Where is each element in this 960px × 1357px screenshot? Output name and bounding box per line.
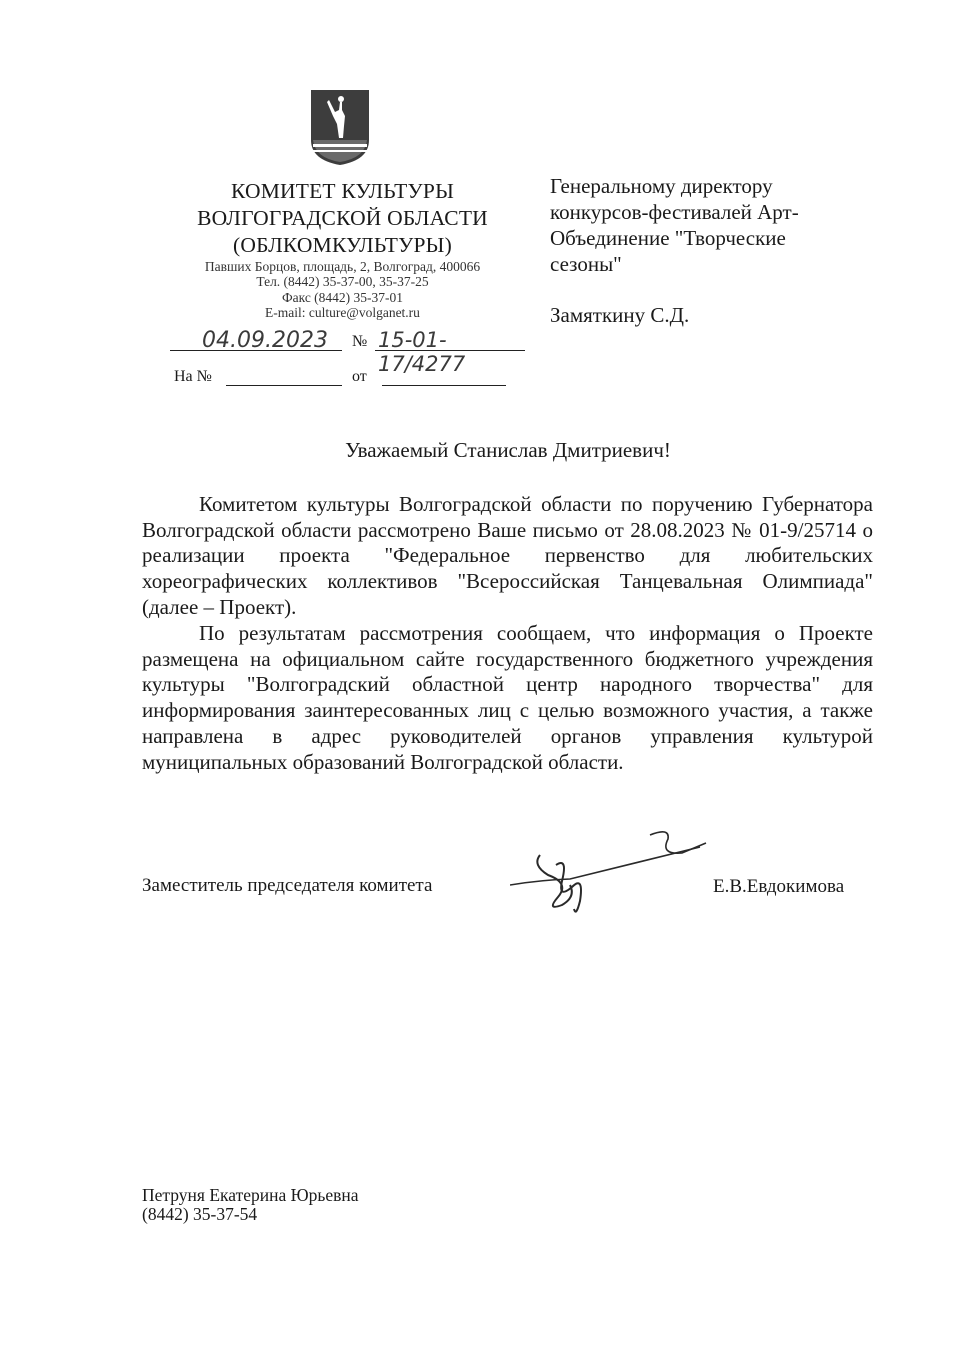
org-phone: Тел. (8442) 35-37-00, 35-37-25	[256, 274, 429, 289]
executor-name: Петруня Екатерина Юрьевна	[142, 1185, 359, 1205]
org-name-line2: ВОЛГОГРАДСКОЙ ОБЛАСТИ	[197, 206, 488, 230]
addressee-line3: Объединение "Творческие	[550, 226, 786, 250]
handwritten-signature	[510, 825, 720, 920]
signatory-title: Заместитель председателя комитета	[142, 875, 433, 896]
registration-date: 04.09.2023	[202, 328, 328, 353]
org-fax: Факс (8442) 35-37-01	[281, 290, 404, 305]
greeting: Уважаемый Станислав Дмитриевич!	[345, 438, 671, 462]
addressee-line2: конкурсов-фестивалей Арт-	[550, 200, 799, 224]
addressee-name: Замяткину С.Д.	[550, 303, 690, 327]
body-paragraph-2	[142, 621, 873, 775]
executor-phone: (8442) 35-37-54	[142, 1204, 258, 1224]
signatory-name: Е.В.Евдокимова	[713, 876, 845, 897]
addressee-line4: сезоны"	[550, 252, 622, 276]
org-name-line3: (ОБЛКОМКУЛЬТУРЫ)	[233, 233, 452, 257]
registration-row	[170, 328, 530, 376]
registration-number: 15-01-17/4277	[378, 328, 466, 376]
reference-row	[174, 368, 514, 392]
reference-underline	[226, 385, 342, 386]
from-label: от	[352, 368, 367, 385]
number-sign: №	[352, 333, 368, 350]
body-paragraph-1	[142, 492, 873, 621]
org-address: Павших Борцов, площадь, 2, Волгоград, 400066	[204, 259, 481, 274]
addressee-line1: Генеральному директору	[550, 174, 773, 198]
executor-block	[142, 1186, 359, 1224]
reference-label: На №	[174, 368, 212, 385]
body-paragraph-2-text: По результатам рассмотрения сообщаем, что информация о Проекте размещена на официальном сайте государственного бюджетного учреждения культуры "Волгоградский областной центр народного творчества" для информирования заинтересованных лиц с целью возможного участия, а также направлена в адрес руководителей органов управления культурой муниципальных образований Волгоградской области.	[142, 621, 873, 774]
volgograd-emblem	[309, 88, 371, 166]
from-underline	[382, 385, 506, 386]
body-paragraph-1-text: Комитетом культуры Волгоградской области по поручению Губернатора Волгоградской области рассмотрено Ваше письмо от 28.08.2023 № 01-9/25714 о реализации проекта "Федеральное первенство для любительских хореографических коллективов "Всероссийская Танцевальная Олимпиада" (далее – Проект).	[142, 492, 873, 619]
org-email: E-mail: culture@volganet.ru	[265, 305, 420, 320]
org-name-line1: КОМИТЕТ КУЛЬТУРЫ	[230, 179, 455, 203]
